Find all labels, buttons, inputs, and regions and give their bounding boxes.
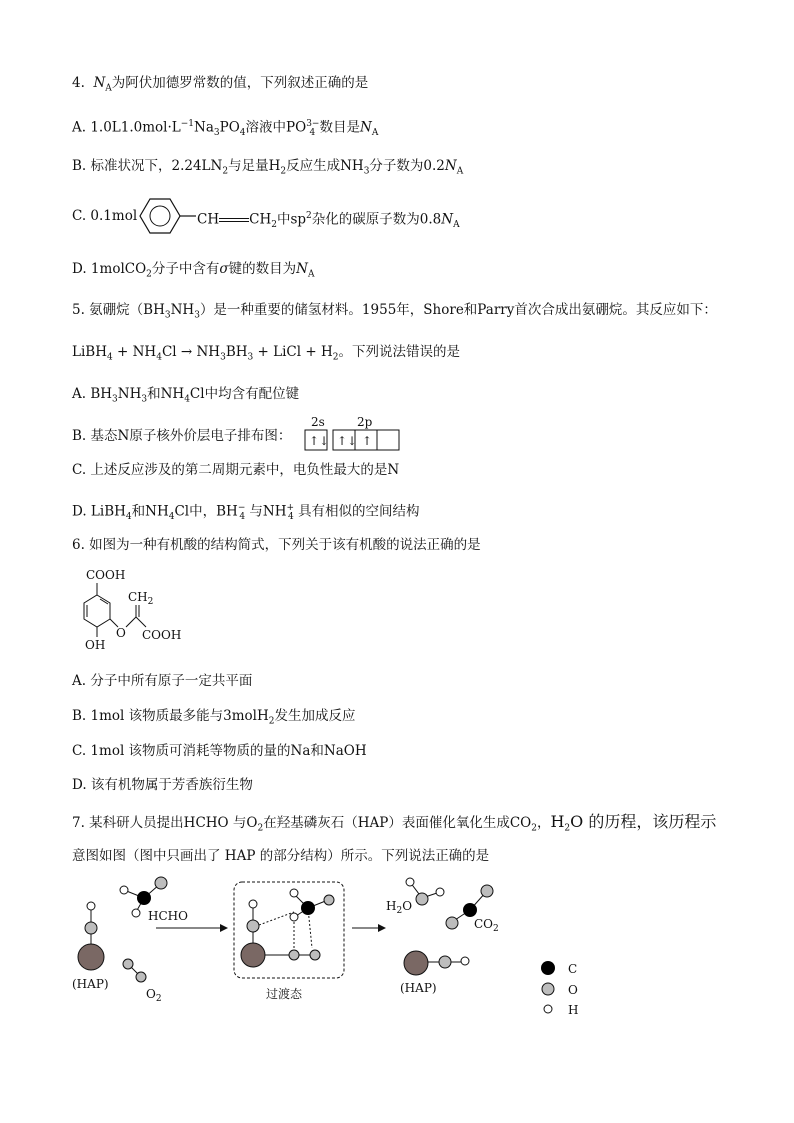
q5-option-c: C. 上述反应涉及的第二周期元素中，电负性最大的是N: [72, 462, 400, 478]
benzene-ring: [130, 196, 190, 236]
q7-stem-line1: 7. 某科研人员提出HCHO 与$O_2$在羟基磷灰石（HAP）表面催化氧化生成$CO_2$，$H_2O$ 的历程，该历程示: [72, 812, 717, 834]
q4-option-a: A. $1.0L1.0mol\cdot L^{-1}Na_3PO_4$溶液中$PO^{3-}_4$ 数目是$N_A$: [72, 119, 379, 139]
hcho-label: HCHO: [148, 909, 188, 923]
q5-option-a: A. $BH_3NH_3$和$NH_4Cl$中均含有配位键: [72, 386, 300, 405]
co2-label: $CO_2$: [474, 917, 499, 934]
svg-text:↑↓: ↑↓: [309, 434, 330, 448]
q7-stem-line2: 意图如图（图中只画出了 HAP 的部分结构）所示。下列说法正确的是: [72, 848, 490, 864]
q4-option-c-rest: CH $CH_2$中$sp^2$杂化的碳原子数为$0.8N_A$: [197, 211, 460, 231]
q6-option-a: A. 分子中所有原子一定共平面: [72, 673, 253, 689]
orbital-2p-label: 2p: [357, 415, 373, 429]
q6-option-b: B. 1mol 该物质最多能与3molH$_2$发生加成反应: [72, 708, 356, 727]
transition-state-label: 过渡态: [266, 987, 303, 1001]
orbital-diagram: [305, 416, 405, 452]
ch2-group: $CH_2$: [128, 590, 154, 607]
h2o-label: $H_2O$: [386, 899, 413, 916]
svg-text:↑: ↑: [362, 434, 373, 448]
legend-o: O: [568, 983, 578, 997]
q5-option-b: B. 基态N原子核外价层电子排布图：: [72, 428, 292, 444]
q4-option-d: D. 1molCO$_2$分子中含有σ键的数目为$N_A$: [72, 261, 315, 280]
ether-oxygen: O: [116, 626, 126, 640]
hap-label-right: (HAP): [400, 981, 437, 995]
oh-group: OH: [85, 638, 106, 652]
q6-stem: 6. 如图为一种有机酸的结构简式，下列关于该有机酸的说法正确的是: [72, 537, 481, 553]
q6-option-c: C. 1mol 该物质可消耗等物质的量的Na和NaOH: [72, 743, 367, 759]
cooh-top: COOH: [86, 568, 126, 582]
q4-option-c-label: C. 0.1mol: [72, 208, 138, 224]
hap-label-left: (HAP): [72, 977, 109, 991]
q5-option-d: D. LiBH$_4$和$NH_4Cl$中，$BH^-_4$ 与$NH^+_4$ 具有相似的空间结构: [72, 503, 420, 523]
q4-stem: 4. $N_A$为阿伏加德罗常数的值，下列叙述正确的是: [72, 75, 369, 94]
q5-stem: 5. 氨硼烷$(BH_3NH_3)$是一种重要的储氢材料。1955年，Shore和Parry首次合成出氨硼烷。其反应如下：: [72, 302, 717, 321]
o2-label: $O_2$: [146, 987, 162, 1004]
q5-equation: LiBH$_4$ + $NH_4Cl \to NH_3BH_3$ + LiCl + $H_2$。下列说法错误的是: [72, 344, 460, 363]
legend-c: C: [568, 962, 578, 976]
orbital-2s-label: 2s: [311, 415, 325, 429]
svg-text:↑↓: ↑↓: [337, 434, 358, 448]
q4-option-b: B. 标准状况下，$2.24LN_2$与足量$H_2$反应生成$NH_3$分子数为$0.2N_A$: [72, 158, 464, 177]
organic-acid-structure: [70, 565, 200, 655]
legend-h: H: [568, 1003, 579, 1017]
reaction-mechanism-diagram: [60, 872, 720, 1022]
q6-option-d: D. 该有机物属于芳香族衍生物: [72, 777, 253, 793]
cooh-side: COOH: [142, 628, 182, 642]
